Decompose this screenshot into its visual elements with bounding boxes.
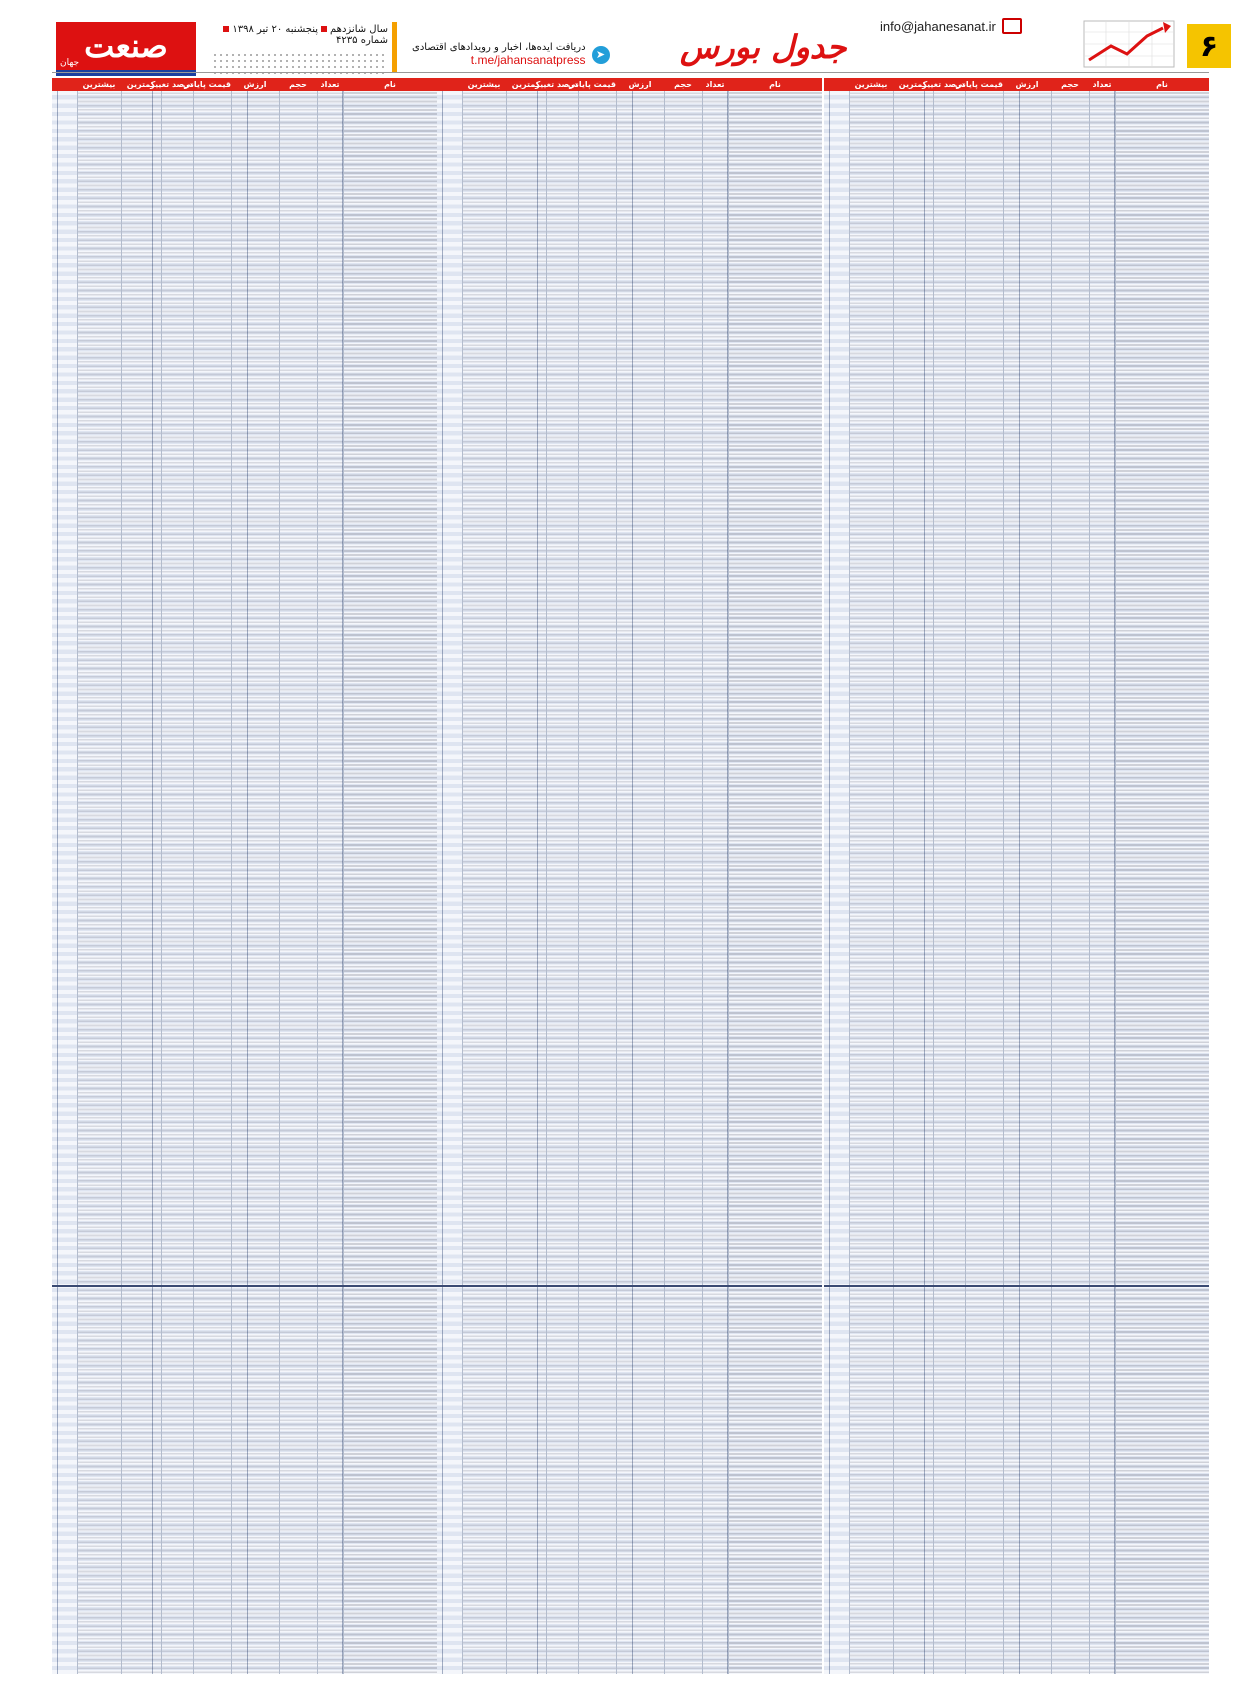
col-final-price: قیمت پایانی	[954, 80, 1003, 89]
newspaper-logo: صنعت جهان	[56, 22, 196, 76]
issue-number: شماره ۴۲۳۵	[336, 35, 388, 46]
col-volume: حجم	[1061, 80, 1079, 89]
stock-table-middle	[437, 78, 822, 1674]
col-value: ارزش	[628, 80, 652, 89]
email-address[interactable]: info@jahanesanat.ir	[880, 18, 996, 34]
page-title: جدول بورس	[680, 28, 847, 66]
section-separator	[52, 1285, 437, 1287]
table-header	[824, 78, 1209, 91]
col-low: کمترین	[511, 80, 541, 89]
col-volume: حجم	[289, 80, 307, 89]
col-low: کمترین	[898, 80, 928, 89]
issue-info	[212, 24, 388, 76]
table-header	[437, 78, 822, 91]
col-count: تعداد	[1092, 80, 1112, 89]
issue-date: پنجشنبه ۲۰ تیر ۱۳۹۸	[232, 24, 319, 35]
telegram-icon: ➤	[592, 46, 610, 64]
col-low: کمترین	[126, 80, 156, 89]
col-volume: حجم	[674, 80, 692, 89]
table-body	[824, 91, 1209, 1674]
col-final-price: قیمت پایانی	[567, 80, 616, 89]
page-header	[0, 0, 1253, 78]
table-body	[52, 91, 437, 1674]
col-change-percent: درصد تغییر	[922, 80, 965, 89]
header-rule	[52, 72, 1209, 73]
col-change-percent: درصد تغییر	[150, 80, 193, 89]
header-divider	[392, 22, 397, 72]
col-name: نام	[1156, 80, 1168, 89]
envelope-icon	[1002, 18, 1022, 34]
col-name: نام	[384, 80, 396, 89]
col-value: ارزش	[243, 80, 267, 89]
section-separator	[437, 1285, 822, 1287]
col-value: ارزش	[1015, 80, 1039, 89]
stock-table-left	[52, 78, 437, 1674]
table-body	[437, 91, 822, 1674]
section-separator	[824, 1285, 1209, 1287]
chart-arrow-icon	[1083, 20, 1175, 68]
col-name: نام	[769, 80, 781, 89]
col-final-price: قیمت پایانی	[182, 80, 231, 89]
col-high: بیشترین	[467, 80, 501, 89]
telegram-url[interactable]: t.me/jahansanatpress	[470, 53, 586, 67]
stock-table-right	[824, 78, 1209, 1674]
telegram-caption: دریافت ایده‌ها، اخبار و رویدادهای اقتصادی	[412, 42, 586, 53]
col-change-percent: درصد تغییر	[535, 80, 578, 89]
col-count: تعداد	[705, 80, 725, 89]
col-high: بیشترین	[854, 80, 888, 89]
table-header	[52, 78, 437, 91]
page-number-badge: ۶	[1187, 24, 1231, 68]
email-contact[interactable]	[880, 18, 1022, 34]
issue-year: سال شانزدهم	[330, 24, 388, 35]
col-high: بیشترین	[82, 80, 116, 89]
telegram-link[interactable]	[412, 42, 610, 67]
col-count: تعداد	[320, 80, 340, 89]
